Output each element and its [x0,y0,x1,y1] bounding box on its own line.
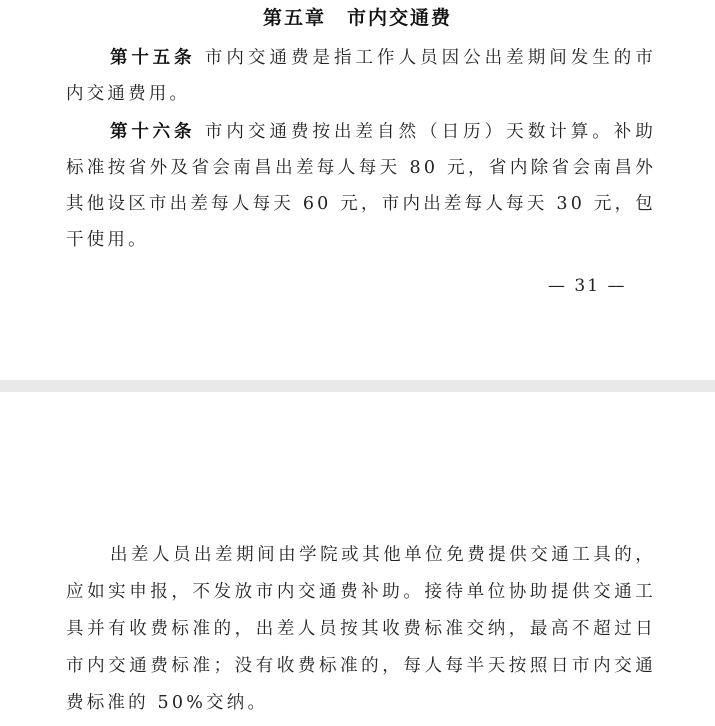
article-16-paragraph [66,114,656,258]
article-15-number: 第十五条 [110,48,196,68]
page-number: — 31 — [548,276,627,296]
article-15-text: 市内交通费是指工作人员因公出差期间发生的市内交通费用。 [66,48,657,104]
document-page-bottom [0,392,715,726]
article-16-number: 第十六条 [110,122,196,142]
article-15-paragraph [66,40,656,112]
article-16-text: 市内交通费按出差自然（日历）天数计算。补助标准按省外及省会南昌出差每人每天 80 元，省内除省会南昌外其他设区市出差每人每天 60 元，市内出差每人每天 30 元，包干使用。 [66,122,657,250]
chapter-title: 第五章 市内交通费 [262,7,452,29]
page-separator [0,380,715,392]
continued-paragraph: 出差人员出差期间由学院或其他单位免费提供交通工具的，应如实申报，不发放市内交通费补助。接待单位协助提供交通工具并有收费标准的，出差人员按其收费标准交纳，最高不超过日市内交通费标准；没有收费标准的，每人每半天按照日市内交通费标准的 50%交纳。 [66,545,656,713]
